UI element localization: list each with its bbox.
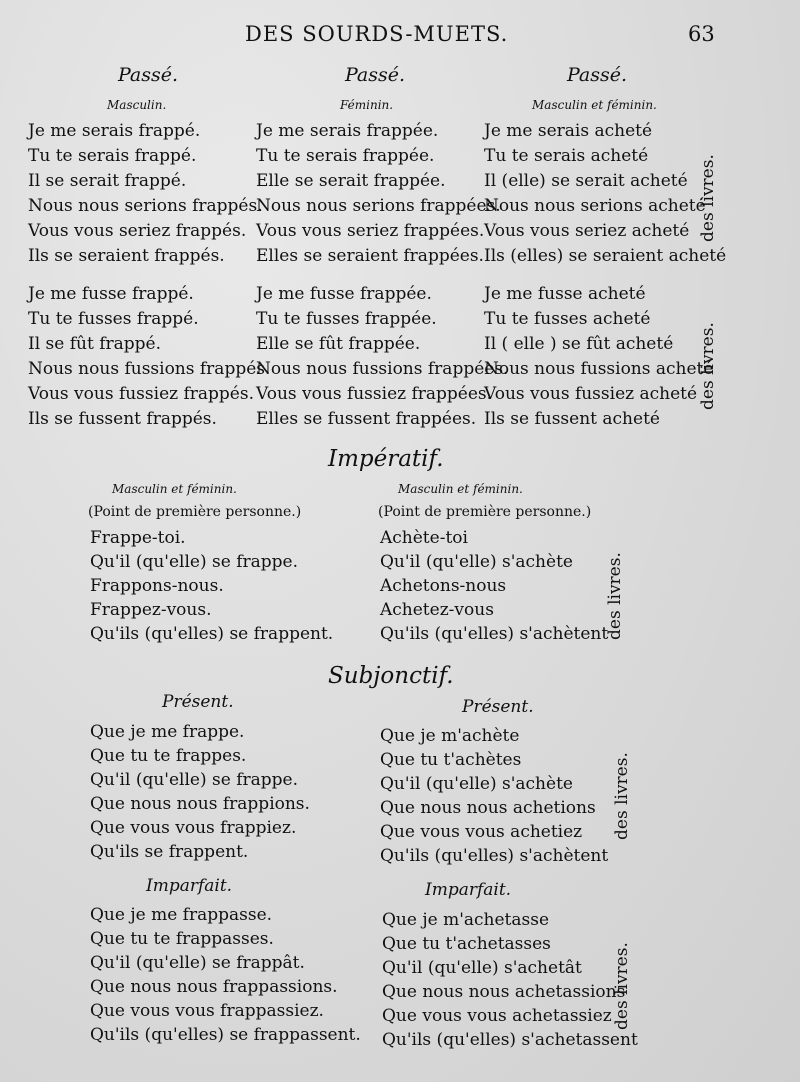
verb-line: Que nous nous achetassions [382,982,626,1002]
verb-line: Nous nous serions acheté [484,196,706,216]
verb-line: Qu'il (qu'elle) s'achète [380,552,573,572]
verb-line: Nous nous fussions acheté [484,359,714,379]
verb-line: Je me serais frappée. [256,121,439,141]
verb-line: Il (elle) se serait acheté [484,171,688,191]
verb-line: Vous vous fussiez frappées. [256,384,493,404]
verb-line: Que vous vous achetassiez [382,1006,612,1026]
verb-line: Tu te fusses frappée. [256,309,437,329]
running-header: DES SOURDS-MUETS. [245,22,509,46]
imperatif-left-sub: Masculin et féminin. [112,482,237,496]
verb-line: Nous nous serions frappées. [256,196,501,216]
imperatif-right-sub: Masculin et féminin. [398,482,523,496]
verb-line: Tu te serais acheté [484,146,649,166]
verb-line: Achetez-vous [380,600,494,620]
verb-line: Elle se serait frappée. [256,171,446,191]
imparfait-right-heading: Imparfait. [425,880,512,900]
verb-line: Elle se fût frappée. [256,334,421,354]
imperatif-right-note: (Point de première personne.) [378,504,592,520]
verb-line: Vous vous fussiez acheté [484,384,698,404]
verb-line: Vous vous fussiez frappés. [28,384,254,404]
verb-line: Que vous vous frappiez. [90,818,297,838]
verb-line: Frappons-nous. [90,576,224,596]
verb-line: Il se serait frappé. [28,171,187,191]
present-left-heading: Présent. [162,692,234,712]
verb-line: Qu'ils (qu'elles) se frappent. [90,624,334,644]
verb-line: Qu'il (qu'elle) s'achète [380,774,573,794]
col1-sub: Masculin. [107,98,167,112]
verb-line: Tu te fusses acheté [484,309,651,329]
verb-line: Ils se seraient frappés. [28,246,225,266]
col2-heading: Passé. [345,64,406,86]
side-label-5: des livres. [612,942,632,1030]
verb-line: Je me fusse frappé. [28,284,194,304]
page-number: 63 [688,22,715,46]
verb-line: Elles se seraient frappées. [256,246,484,266]
verb-line: Qu'il (qu'elle) s'achetât [382,958,582,978]
imperatif-left-note: (Point de première personne.) [88,504,302,520]
verb-line: Nous nous fussions frappées. [256,359,509,379]
verb-line: Que tu te frappes. [90,746,247,766]
verb-line: Elles se fussent frappées. [256,409,477,429]
side-label-1: des livres. [698,154,718,242]
verb-line: Achète-toi [380,528,468,548]
col3-heading: Passé. [567,64,628,86]
verb-line: Tu te fusses frappé. [28,309,199,329]
verb-line: Que je m'achète [380,726,520,746]
verb-line: Que je me frappe. [90,722,245,742]
col3-sub: Masculin et féminin. [532,98,657,112]
verb-line: Vous vous seriez frappées. [256,221,485,241]
verb-line: Que vous vous achetiez [380,822,583,842]
verb-line: Vous vous seriez acheté [484,221,690,241]
verb-line: Nous nous serions frappés. [28,196,263,216]
verb-line: Que tu te frappasses. [90,929,274,949]
verb-line: Que je m'achetasse [382,910,550,930]
verb-line: Que nous nous frappions. [90,794,310,814]
side-label-2: des livres. [698,322,718,410]
side-label-4: des livres. [612,752,632,840]
verb-line: Il ( elle ) se fût acheté [484,334,674,354]
verb-line: Je me serais frappé. [28,121,201,141]
verb-line: Ils se fussent acheté [484,409,660,429]
verb-line: Qu'ils (qu'elles) se frappassent. [90,1025,361,1045]
verb-line: Ils (elles) se seraient acheté [484,246,727,266]
verb-line: Qu'ils se frappent. [90,842,249,862]
verb-line: Nous nous fussions frappés. [28,359,271,379]
verb-line: Frappez-vous. [90,600,212,620]
verb-line: Qu'il (qu'elle) se frappe. [90,552,298,572]
verb-line: Je me serais acheté [484,121,653,141]
section-title-subjonctif: Subjonctif. [328,663,454,689]
col2-sub: Féminin. [340,98,394,112]
verb-line: Tu te serais frappé. [28,146,197,166]
verb-line: Ils se fussent frappés. [28,409,217,429]
verb-line: Je me fusse acheté [484,284,646,304]
imparfait-left-heading: Imparfait. [146,876,233,896]
col1-heading: Passé. [118,64,179,86]
verb-line: Qu'ils (qu'elles) s'achetassent [382,1030,638,1050]
verb-line: Achetons-nous [380,576,507,596]
side-label-3: des livres. [605,552,625,640]
verb-line: Qu'ils (qu'elles) s'achètent [380,846,609,866]
section-title-imperatif: Impératif. [328,446,444,472]
verb-line: Frappe-toi. [90,528,186,548]
verb-line: Que je me frappasse. [90,905,273,925]
verb-line: Que tu t'achètes [380,750,522,770]
verb-line: Qu'ils (qu'elles) s'achètent [380,624,609,644]
verb-line: Que vous vous frappassiez. [90,1001,324,1021]
verb-line: Je me fusse frappée. [256,284,432,304]
verb-line: Il se fût frappé. [28,334,162,354]
verb-line: Qu'il (qu'elle) se frappe. [90,770,298,790]
verb-line: Vous vous seriez frappés. [28,221,247,241]
verb-line: Tu te serais frappée. [256,146,435,166]
verb-line: Que nous nous frappassions. [90,977,338,997]
present-right-heading: Présent. [462,697,534,717]
verb-line: Que tu t'achetasses [382,934,551,954]
verb-line: Que nous nous achetions [380,798,596,818]
verb-line: Qu'il (qu'elle) se frappât. [90,953,305,973]
